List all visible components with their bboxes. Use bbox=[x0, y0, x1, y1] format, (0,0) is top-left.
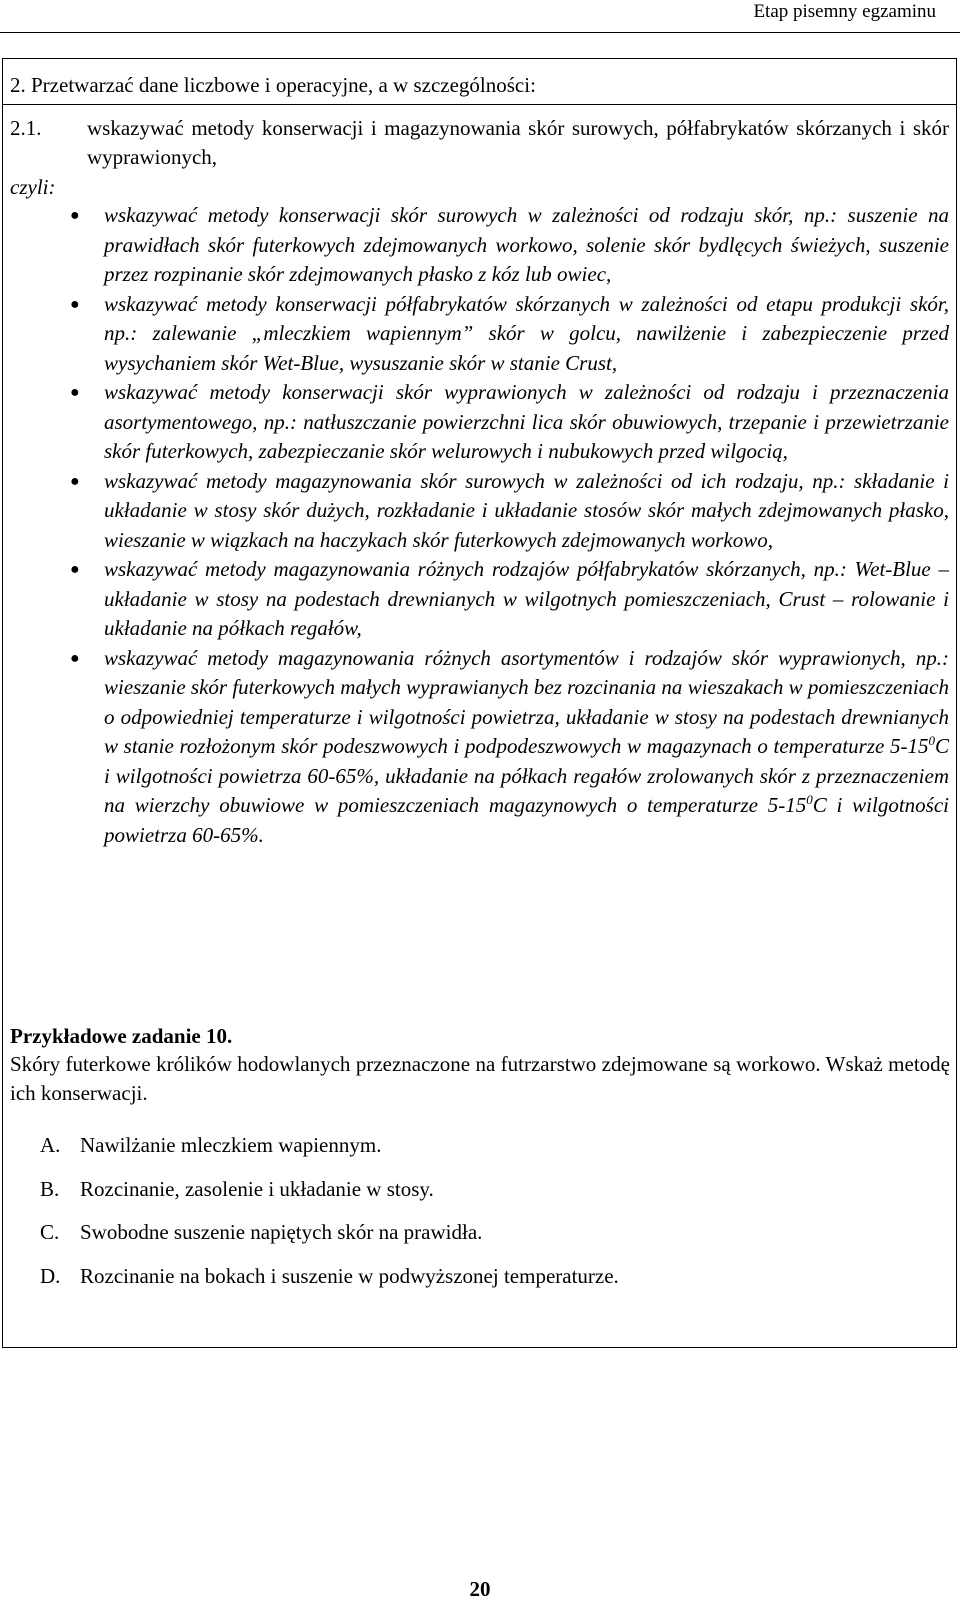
list-item-text: wskazywać metody konserwacji skór wyprawionych w zależności od rodzaju i przeznaczenia asortymentowego, np.: natłuszczanie powierzchni lica skór obuwiowych, trzepanie i przewietrzanie skór futerkowych, zabezpieczanie skór welurowych i nubukowych przed wilgocią, bbox=[104, 380, 949, 463]
skills-list bbox=[0, 201, 960, 850]
section-heading: 2. Przetwarzać dane liczbowe i operacyjne, a w szczególności: bbox=[10, 73, 536, 97]
page-header-title: Etap pisemny egzaminu bbox=[753, 1, 936, 22]
list-item-text: wskazywać metody konserwacji skór surowych w zależności od rodzaju skór, np.: suszenie na prawidłach skór futerkowych zdejmowanych workowo, solenie skór bydlęcych świeżych, suszenie przez rozpinanie skór zdejmowanych płasko z kóz lub owiec, bbox=[104, 203, 949, 286]
list-item-text: wskazywać metody konserwacji półfabrykatów skórzanych w zależności od etapu produkcji skór, np.: zalewanie „mleczkiem wapiennym” skór w golcu, nawilżenie i zabezpieczenie przed wysychaniem skór Wet-Blue, wysuszanie skór w stanie Crust, bbox=[104, 291, 949, 375]
answer-text: Rozcinanie, zasolenie i układanie w stosy. bbox=[80, 1176, 434, 1201]
list-item bbox=[70, 290, 949, 379]
list-item bbox=[70, 201, 949, 290]
list-item bbox=[70, 378, 949, 467]
bullet-icon: ● bbox=[70, 649, 80, 667]
answer-text: Rozcinanie na bokach i suszenie w podwyższonej temperaturze. bbox=[80, 1263, 619, 1288]
list-item-text: wskazywać metody magazynowania różnych rodzajów półfabrykatów skórzanych, np.: Wet-Blue – układanie w stosy na podestach drewnianych w wilgotnych pomieszczeniach, Crust – rolowanie i układanie na półkach regałów, bbox=[104, 557, 949, 640]
task-question: Skóry futerkowe królików hodowlanych przeznaczone na futrzarstwo zdejmowane są workowo. Wskaż metodę ich konserwacji. bbox=[10, 1052, 950, 1105]
bullet-icon: ● bbox=[70, 295, 80, 313]
list-item-text: wskazywać metody magazynowania skór surowych w zależności od ich rodzaju, np.: składanie i układanie w stosy skór dużych, rozkładanie i układanie stosów skór małych zdejmowanych płasko, wieszanie w wiązkach na haczykach skór futerkowych zdejmowanych workowo, bbox=[104, 468, 949, 552]
page-number: 20 bbox=[469, 1577, 491, 1601]
header-rule bbox=[0, 32, 960, 33]
list-item bbox=[70, 555, 949, 644]
list-item-text-part2: C i wilgotności powietrza 60-65%, układanie na półkach regałów zrolowanych skór z przeznaczeniem na wierzchy obuwiowe w pomieszczeniach magazynowych o temperaturze 5-15 bbox=[104, 734, 949, 817]
subsection-number: 2.1. bbox=[10, 116, 42, 140]
bullet-icon: ● bbox=[70, 207, 80, 224]
subsection-text: wskazywać metody konserwacji i magazynowania skór surowych, półfabrykatów skórzanych i skór wyprawionych, bbox=[87, 116, 949, 169]
answer-text: Nawilżanie mleczkiem wapiennym. bbox=[80, 1133, 382, 1157]
answer-letter: A. bbox=[40, 1133, 61, 1157]
answer-letter: D. bbox=[40, 1263, 61, 1288]
bullet-icon: ● bbox=[70, 384, 80, 401]
list-item-text-part1: wskazywać metody magazynowania różnych asortymentów i rodzajów skór wyprawionych, np.: wieszanie skór futerkowych małych wyprawianych bez rozcinania na wieszakach w pomieszczeniach o odpowiedniej temperaturze i wilgotności powietrza, układanie w stosy na podestach drewnianych w stanie rozłożonym skór podeszwowych i podpodeszwowych w magazynach o temperaturze 5-15 bbox=[104, 645, 949, 758]
task-title: Przykładowe zadanie 10. bbox=[10, 1024, 233, 1048]
superscript-degree: 0 bbox=[806, 792, 813, 807]
answer-letter: B. bbox=[40, 1176, 60, 1201]
superscript-degree: 0 bbox=[928, 733, 935, 748]
czyli-label: czyli: bbox=[10, 175, 56, 199]
box-divider bbox=[2, 104, 957, 105]
answer-letter: C. bbox=[40, 1220, 60, 1244]
bullet-icon: ● bbox=[70, 561, 80, 578]
list-item-text-part3: C i wilgotności powietrza 60-65%. bbox=[104, 793, 949, 847]
list-item bbox=[70, 467, 949, 556]
answer-text: Swobodne suszenie napiętych skór na prawidła. bbox=[80, 1220, 483, 1244]
bullet-icon: ● bbox=[70, 472, 80, 490]
list-item bbox=[70, 644, 949, 851]
